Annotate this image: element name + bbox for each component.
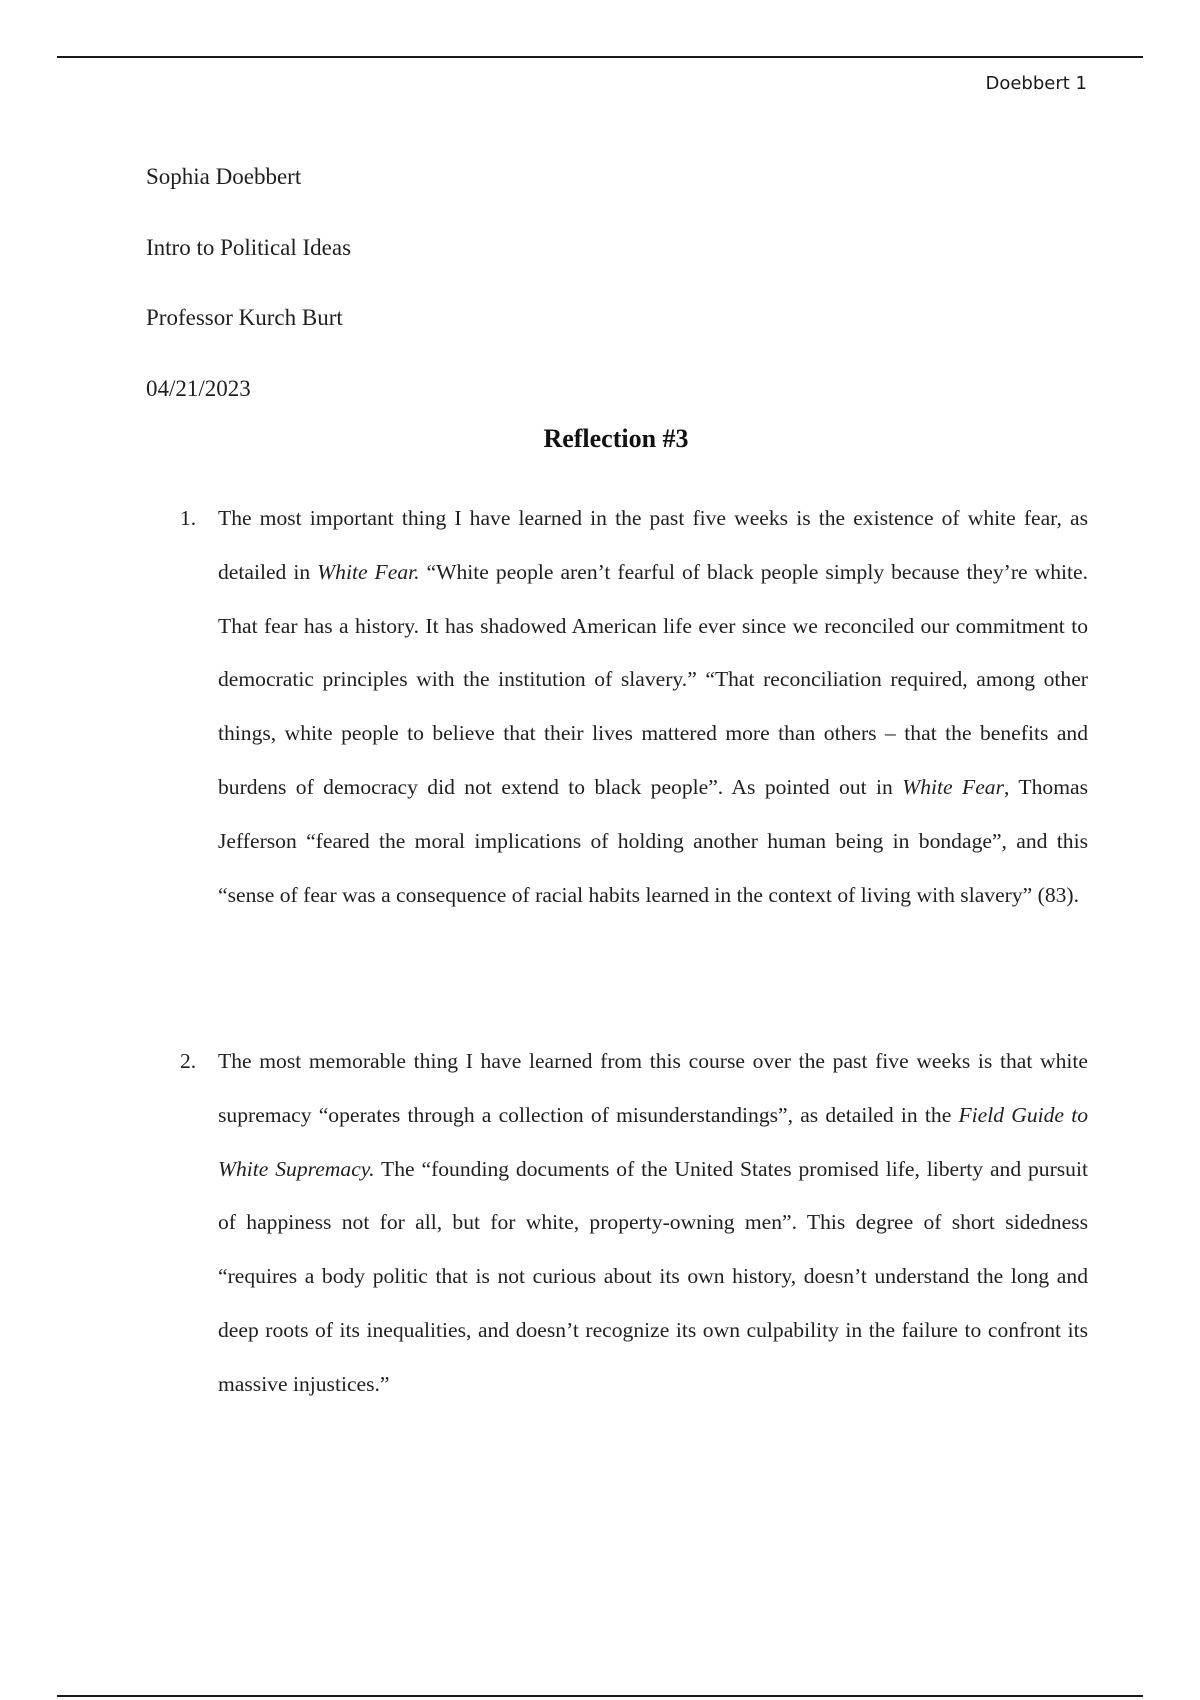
list-item-text: [218, 1035, 1088, 1412]
author-name: Sophia Doebbert: [146, 164, 302, 189]
text-run: , Thomas Jefferson “feared the moral implications of holding another human being in bondage”, and this “sense of fear was a consequence of racial habits learned in the context of living with slavery” (83).: [218, 774, 1089, 907]
professor-name: Professor Kurch Burt: [146, 305, 343, 330]
book-title: White Fear.: [317, 559, 420, 584]
text-run: “White people aren’t fearful of black people simply because they’re white. That fear has a history. It has shadowed American life ever since we reconciled our commitment to democratic principles with the institution of slavery.” “That reconciliation required, among other things, white people to believe that their lives mattered more than others – that the benefits and burdens of democracy did not extend to black people”. As pointed out in: [218, 559, 1088, 799]
top-rule: [57, 56, 1143, 58]
text-run: The “founding documents of the United States promised life, liberty and pursuit of happiness not for all, but for white, property-owning men”. This degree of short sidedness “requires a body politic that is not curious about its own history, doesn’t understand the long and deep roots of its inequalities, and doesn’t recognize its own culpability in the failure to confront its massive injustices.”: [218, 1156, 1088, 1396]
course-name: Intro to Political Ideas: [146, 234, 352, 260]
running-head: Doebbert 1: [985, 73, 1087, 94]
text-run: The most memorable thing I have learned from this course over the past five weeks is that white supremacy “operates through a collection of misunderstandings”, as detailed in the: [218, 1049, 1088, 1127]
list-item-text: [218, 492, 1088, 922]
book-title: White Fear: [902, 774, 1005, 799]
heading-block: [146, 142, 351, 424]
text-run: The most important thing I have learned in the past five weeks is the existence of white fear, as detailed in: [218, 506, 1088, 584]
list-item-number: 1.: [180, 506, 197, 530]
book-title: Field Guide to White Supremacy.: [218, 1102, 1089, 1181]
list-item-number: 2.: [180, 1049, 197, 1073]
bottom-rule: [57, 1695, 1143, 1697]
page-title: Reflection #3: [543, 424, 689, 453]
date: 04/21/2023: [146, 375, 251, 401]
